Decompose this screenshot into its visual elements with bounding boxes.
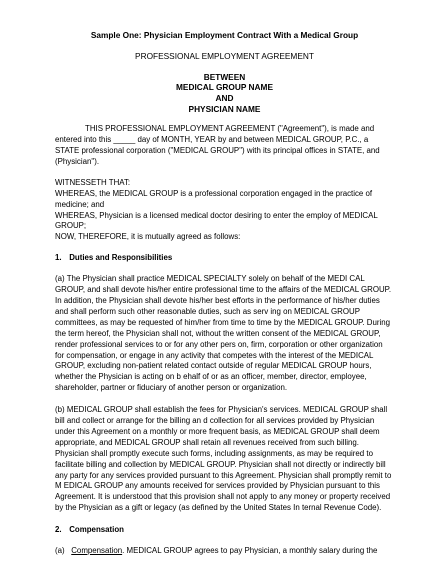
parties-between: BETWEEN bbox=[203, 71, 246, 82]
section-2-paragraph-a bbox=[55, 546, 394, 557]
recital-now-therefore: NOW, THEREFORE, it is mutually agreed as follows: bbox=[55, 232, 241, 242]
section-2-title: Compensation bbox=[69, 525, 125, 535]
section-2-paragraph-a-text: . MEDICAL GROUP agrees to pay Physician, a monthly salary during the bbox=[122, 546, 378, 556]
agreement-title: PROFESSIONAL EMPLOYMENT AGREEMENT bbox=[135, 50, 314, 61]
parties-and: AND bbox=[215, 93, 234, 103]
section-1-heading bbox=[55, 253, 394, 264]
section-2-number: 2. bbox=[55, 525, 62, 535]
section-2-compensation-term: Compensation bbox=[71, 546, 123, 556]
parties-physician: PHYSICIAN NAME bbox=[188, 103, 261, 114]
section-2-heading bbox=[55, 525, 394, 536]
parties-medical-group: MEDICAL GROUP NAME bbox=[176, 82, 273, 93]
parties-block bbox=[55, 72, 394, 114]
recital-whereas-group: WHEREAS, the MEDICAL GROUP is a professional corporation engaged in the practice of medicine; and bbox=[55, 188, 373, 209]
document-title: Sample One: Physician Employment Contract With a Medical Group bbox=[90, 30, 359, 40]
recital-witnesseth: WITNESSETH THAT: bbox=[55, 177, 131, 187]
recitals-block bbox=[55, 178, 394, 243]
section-1-number: 1. bbox=[55, 253, 62, 263]
recital-whereas-physician: WHEREAS, Physician is a licensed medical doctor desiring to enter the employ of MEDICAL GROUP; bbox=[55, 210, 378, 231]
section-1-paragraph-a: (a) The Physician shall practice MEDICAL SPECIALTY solely on behalf of the MEDI CAL GROUP, and shall devote his/her entire professional time to the affairs of the MEDICAL GROUP. In addition, the Physician shall devote his/her best efforts in the performance of his/her duties and shall perform such other reasonable duties, such as serv ing on MEDICAL GROUP committees, as may be requested of him/her from time to time by the MEDICAL GROUP. During the term hereof, the Physician shall not, without the written consent of the MEDICAL GROUP, render professional services to or for any other pers on, firm, corporation or other organization for compensation, or engage in any activity that competes with the interest of the MEDICAL GROUP, excluding non-patient related contact outside of regular MEDICAL GROUP hours, whether the Physician is acting on b ehalf of or as an officer, member, director, employee, shareholder, partner or fiduciary of another person or organization. bbox=[55, 274, 392, 393]
section-2-paragraph-a-prefix: (a) bbox=[55, 546, 72, 556]
section-1-paragraph-b: (b) MEDICAL GROUP shall establish the fees for Physician's services. MEDICAL GROUP shall bill and collect or arrange for the billing an d collection for all services provided by Physician under this Agreement on a monthly or more frequent basis, as MEDICAL GROUP shall deem appropriate, and MEDICAL GROUP shall retain all revenues received from such billing. Physician shall promptly execute such forms, including assignments, as may be required to facilitate billing and collection by MEDICAL GROUP. Physician shall not directly or indirectly bill any party for any services provided pursuant to this Agreement. Physician shall promptly remit to M EDICAL GROUP any amounts received for services provided by Physician pursuant to this Agreement. It is understood that this provision shall not apply to any money or property received by the Physician as a gift or legacy (as defined by the United States In ternal Revenue Code). bbox=[55, 405, 392, 513]
intro-paragraph: THIS PROFESSIONAL EMPLOYMENT AGREEMENT ("Agreement"), is made and entered into this _____ day of MONTH, YEAR by and between MEDICAL GROUP, P.C., a STATE professional corporation ("MEDICAL GROUP") with its principal offices in STATE, and (Physician"). bbox=[55, 124, 380, 166]
section-1-title: Duties and Responsibilities bbox=[69, 253, 173, 263]
